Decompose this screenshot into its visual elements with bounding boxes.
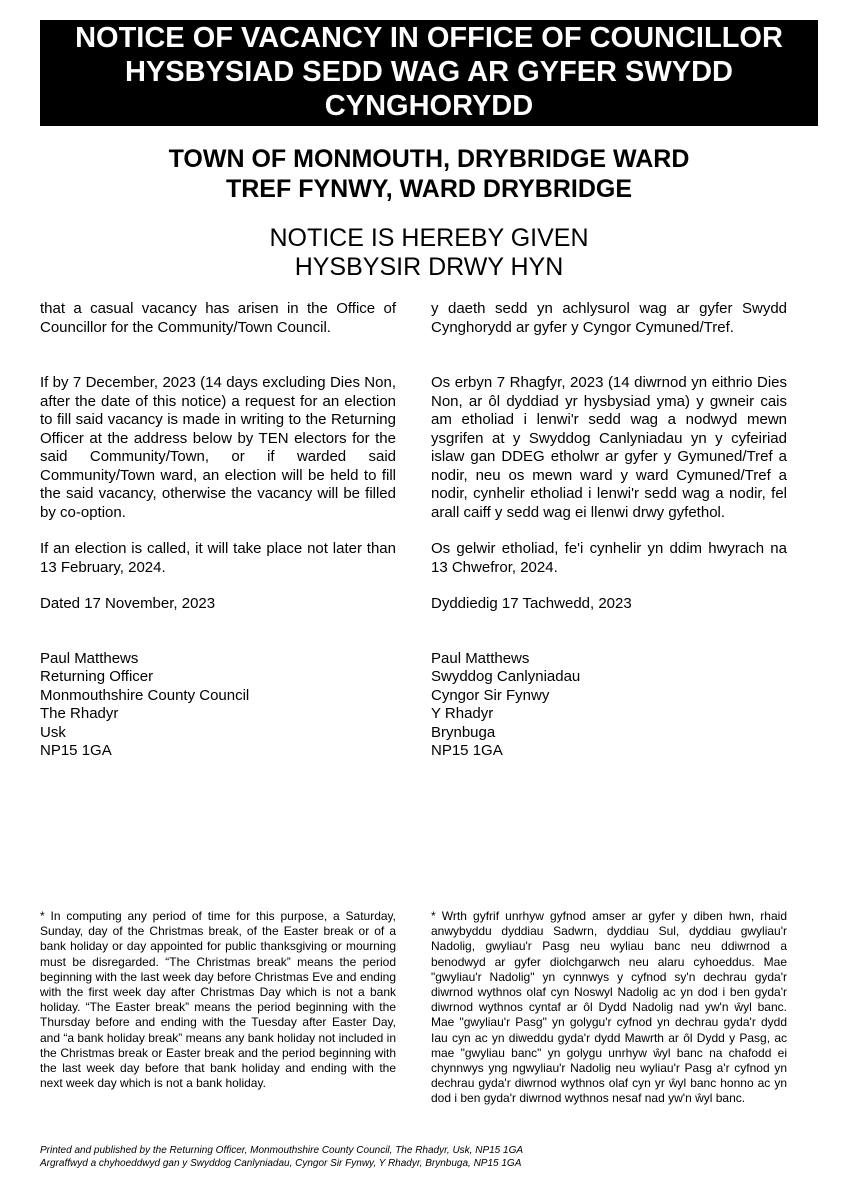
imprint-welsh: Argraffwyd a chyhoeddwyd gan y Swyddog Canlyniadau, Cyngor Sir Fynwy, Y Rhadyr, Brynbuga, NP15 1GA — [40, 1157, 522, 1169]
title-english: NOTICE OF VACANCY IN OFFICE OF COUNCILLOR — [75, 22, 783, 54]
address-line: NP15 1GA — [40, 742, 112, 759]
dated-line: Dyddiedig 17 Tachwedd, 2023 — [431, 595, 632, 612]
ward-heading — [40, 144, 818, 204]
title-welsh: HYSBYSIAD SEDD WAG AR GYFER SWYDD — [125, 56, 733, 88]
address-line: Cyngor Sir Fynwy — [431, 686, 550, 704]
address-line: Monmouthshire County Council — [40, 686, 250, 704]
address-line: Brynbuga — [431, 723, 496, 741]
dated-line: Dated 17 November, 2023 — [40, 595, 216, 612]
notice-given-welsh: HYSBYSIR DRWY HYN — [294, 253, 564, 281]
request-paragraph: Os erbyn 7 Rhagfyr, 2023 (14 diwrnod yn eithrio Dies Non, ar ôl dyddiad yr hysbysiad yma) y gwneir cais am etholiad i lenwi'r sedd wag a nodwyd mewn ysgrifen at y Swyddog Canlyniadau yn y cyfeiriad islaw gan DDEG etholwr ar gyfer y Gymuned/Tref a nodir, neu os mewn ward y ward Cymuned/Tref a nodir, cynhelir etholiad i lenwi'r sedd wag a nodir, fel arall caiff y sedd wag ei llenwi drwy gyfethol. — [431, 374, 787, 521]
notice-given-heading — [40, 224, 818, 282]
officer-address — [40, 650, 396, 761]
election-paragraph: If an election is called, it will take place not later than 13 February, 2024. — [40, 540, 396, 576]
notice-page — [40, 20, 818, 1180]
title-welsh-cont: CYNGHORYDD — [324, 90, 534, 122]
welsh-column — [431, 300, 787, 761]
footnote-text: * In computing any period of time for this purpose, a Saturday, Sunday, day of the Christmas break, of the Easter break or of a bank holiday or day appointed for public thanksgiving or mourning must be disregarded. “The Christmas break” means the period beginning with the last week day before Christmas Eve and ending with the first week day after Christmas Day which is not a bank holiday. “The Easter break” means the period beginning with the Thursday before and ending with the Tuesday after Easter Day, and “a bank holiday break” means any bank holiday not included in the Christmas break or Easter break and the period beginning with the last week day before that bank holiday and ending with the next week day which is not a bank holiday. — [40, 909, 396, 1091]
intro-paragraph: that a casual vacancy has arisen in the Office of Councillor for the Community/Town Council. — [40, 300, 396, 336]
address-line: Usk — [40, 723, 66, 741]
imprint — [40, 1145, 523, 1170]
election-paragraph: Os gelwir etholiad, fe'i cynhelir yn ddim hwyrach na 13 Chwefror, 2024. — [431, 540, 787, 576]
footnote-text: * Wrth gyfrif unrhyw gyfnod amser ar gyfer y diben hwn, rhaid anwybyddu dyddiau Sadwrn, dyddiau Sul, dyddiau gwyliau'r Nadolig, gwyliau'r Pasg neu wyliau banc neu ddiwrnod a benodwyd ar gyfer diolchgarwch neu alaru cyhoeddus. Mae "gwyliau'r Nadolig" yn cynnwys y cyfnod sy'n dechrau gyda'r diwrnod wythnos olaf cyn Noswyl Nadolig ac yn dod i ben gyda'r diwrnod wythnos cyntaf ar ôl Dydd Nadolig nad yw'n ŵyl banc. Mae "gwyliau'r Pasg" yn golygu'r cyfnod yn dechrau gyda'r dydd Iau cyn ac yn diweddu gyda'r dydd Mawrth ar ôl Dydd y Pasg, ac mae "gwyliau banc" yn golygu unrhyw ŵyl banc na chafodd ei chynnwys yng ngwyliau'r Nadolig neu wyliau'r Pasg a'r cyfnod yn dechrau gyda'r diwrnod wythnos olaf cyn yr ŵyl banc honno ac yn dod i ben gyda'r diwrnod wythnos nesaf nad yw'n ŵyl banc. — [431, 909, 787, 1106]
address-line: The Rhadyr — [40, 705, 119, 722]
ward-heading-english: TOWN OF MONMOUTH, DRYBRIDGE WARD — [168, 145, 690, 173]
imprint-english: Printed and published by the Returning Officer, Monmouthshire County Council, The Rhadyr, Usk, NP15 1GA — [40, 1145, 524, 1156]
english-column — [40, 300, 396, 761]
address-line: Swyddog Canlyniadau — [431, 668, 581, 685]
address-line: Paul Matthews — [431, 649, 530, 667]
request-paragraph: If by 7 December, 2023 (14 days excluding Dies Non, after the date of this notice) a request for an election to fill said vacancy is made in writing to the Returning Officer at the address below by TEN electors for the said Community/Town, or if warded said Community/Town ward, an election will be held to fill the said vacancy, otherwise the vacancy will be filled by co-option. — [40, 374, 396, 521]
english-footnote — [40, 909, 396, 1091]
ward-heading-welsh: TREF FYNWY, WARD DRYBRIDGE — [225, 175, 633, 203]
title-banner — [40, 20, 818, 126]
intro-paragraph: y daeth sedd yn achlysurol wag ar gyfer Swydd Cynghorydd ar gyfer y Cyngor Cymuned/Tref. — [431, 300, 787, 336]
address-line: NP15 1GA — [431, 742, 503, 759]
notice-given-english: NOTICE IS HEREBY GIVEN — [269, 224, 589, 252]
address-line: Y Rhadyr — [431, 705, 494, 722]
officer-address — [431, 650, 787, 761]
address-line: Returning Officer — [40, 668, 154, 685]
welsh-footnote — [431, 909, 787, 1107]
address-line: Paul Matthews — [40, 649, 139, 667]
